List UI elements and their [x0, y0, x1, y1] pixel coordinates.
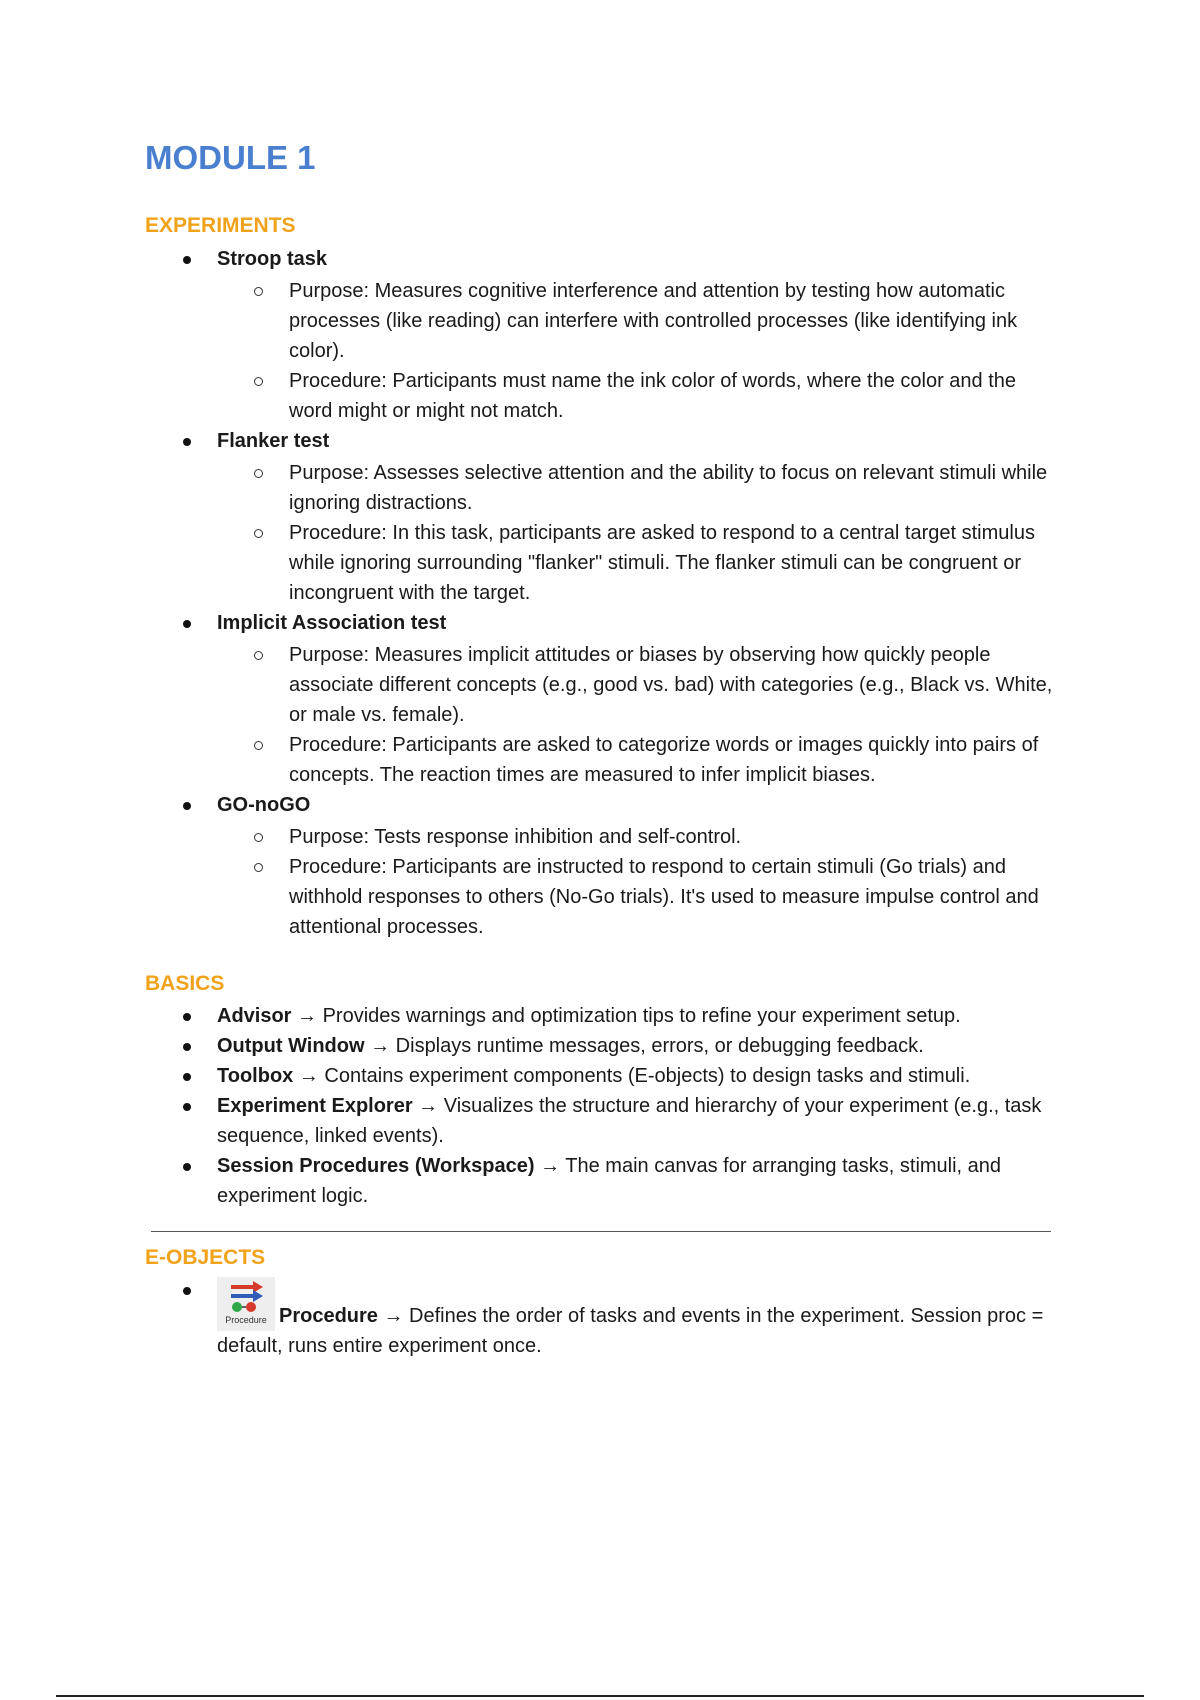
basics-desc: → Displays runtime messages, errors, or debugging feedback. [364, 1034, 924, 1057]
experiment-detail: Procedure: Participants must name the ink color of words, where the color and the word might or might not match. [217, 366, 1060, 426]
basics-item [145, 1061, 1060, 1091]
basics-term: Toolbox [217, 1064, 294, 1087]
experiment-name: Stroop task [217, 247, 328, 270]
basics-term: Output Window [217, 1034, 365, 1057]
experiment-name: Flanker test [217, 429, 330, 452]
experiment-item [145, 608, 1060, 790]
experiment-details [217, 276, 1060, 426]
page-title: MODULE 1 [145, 139, 316, 176]
eobject-item [145, 1275, 1060, 1361]
section-heading-eobjects: E-OBJECTS [145, 1245, 266, 1269]
basics-item [145, 1151, 1060, 1211]
basics-desc: → The main canvas for arranging tasks, stimuli, and experiment logic. [217, 1154, 1002, 1207]
experiment-details [217, 458, 1060, 608]
procedure-icon-graphic [217, 1277, 275, 1331]
experiments-list [145, 244, 1060, 942]
experiment-item [145, 244, 1060, 426]
basics-desc: → Provides warnings and optimization tips to refine your experiment setup. [291, 1004, 961, 1027]
basics-item [145, 1001, 1060, 1031]
basics-term: Experiment Explorer [217, 1094, 413, 1117]
experiment-detail: Procedure: In this task, participants are asked to respond to a central target stimulus while ignoring surrounding "flanker" stimuli. The flanker stimuli can be congruent or incongruent with the target. [217, 518, 1060, 608]
eobjects-list [145, 1275, 1060, 1361]
basics-section [145, 970, 1060, 1211]
basics-term: Session Procedures (Workspace) [217, 1154, 535, 1177]
experiment-detail: Purpose: Tests response inhibition and self-control. [217, 822, 1060, 852]
section-heading-basics: BASICS [145, 971, 225, 995]
experiment-details [217, 640, 1060, 790]
experiment-detail: Procedure: Participants are instructed to respond to certain stimuli (Go trials) and withhold responses to others (No-Go trials). It's used to measure impulse control and attentional processes. [217, 852, 1060, 942]
basics-term: Advisor [217, 1004, 292, 1027]
experiment-detail: Purpose: Measures cognitive interference and attention by testing how automatic processes (like reading) can interfere with controlled processes (like identifying ink color). [217, 276, 1060, 366]
basics-item [145, 1031, 1060, 1061]
basics-list [145, 1001, 1060, 1211]
experiment-detail: Purpose: Assesses selective attention and the ability to focus on relevant stimuli while ignoring distractions. [217, 458, 1060, 518]
section-heading-experiments: EXPERIMENTS [145, 214, 296, 238]
basics-item [145, 1091, 1060, 1151]
document-page [145, 140, 1060, 1361]
experiment-item [145, 790, 1060, 942]
basics-desc: → Contains experiment components (E-objects) to design tasks and stimuli. [293, 1064, 971, 1087]
procedure-icon [217, 1277, 275, 1331]
experiment-item [145, 426, 1060, 608]
section-divider [151, 1231, 1051, 1232]
experiment-name: Implicit Association test [217, 611, 447, 634]
eobject-desc: → Defines the order of tasks and events in the experiment. Session proc = default, runs entire experiment once. [217, 1305, 1044, 1358]
page-bottom-rule [56, 1695, 1144, 1697]
procedure-icon-caption: Procedure [225, 1315, 267, 1326]
experiment-name: GO-noGO [217, 793, 311, 816]
eobject-term: Procedure [279, 1305, 378, 1328]
basics-desc: → Visualizes the structure and hierarchy of your experiment (e.g., task sequence, linked events). [217, 1094, 1042, 1147]
experiment-detail: Procedure: Participants are asked to categorize words or images quickly into pairs of concepts. The reaction times are measured to infer implicit biases. [217, 730, 1060, 790]
experiment-details [217, 822, 1060, 942]
experiment-detail: Purpose: Measures implicit attitudes or biases by observing how quickly people associate different concepts (e.g., good vs. bad) with categories (e.g., Black vs. White, or male vs. female). [217, 640, 1060, 730]
